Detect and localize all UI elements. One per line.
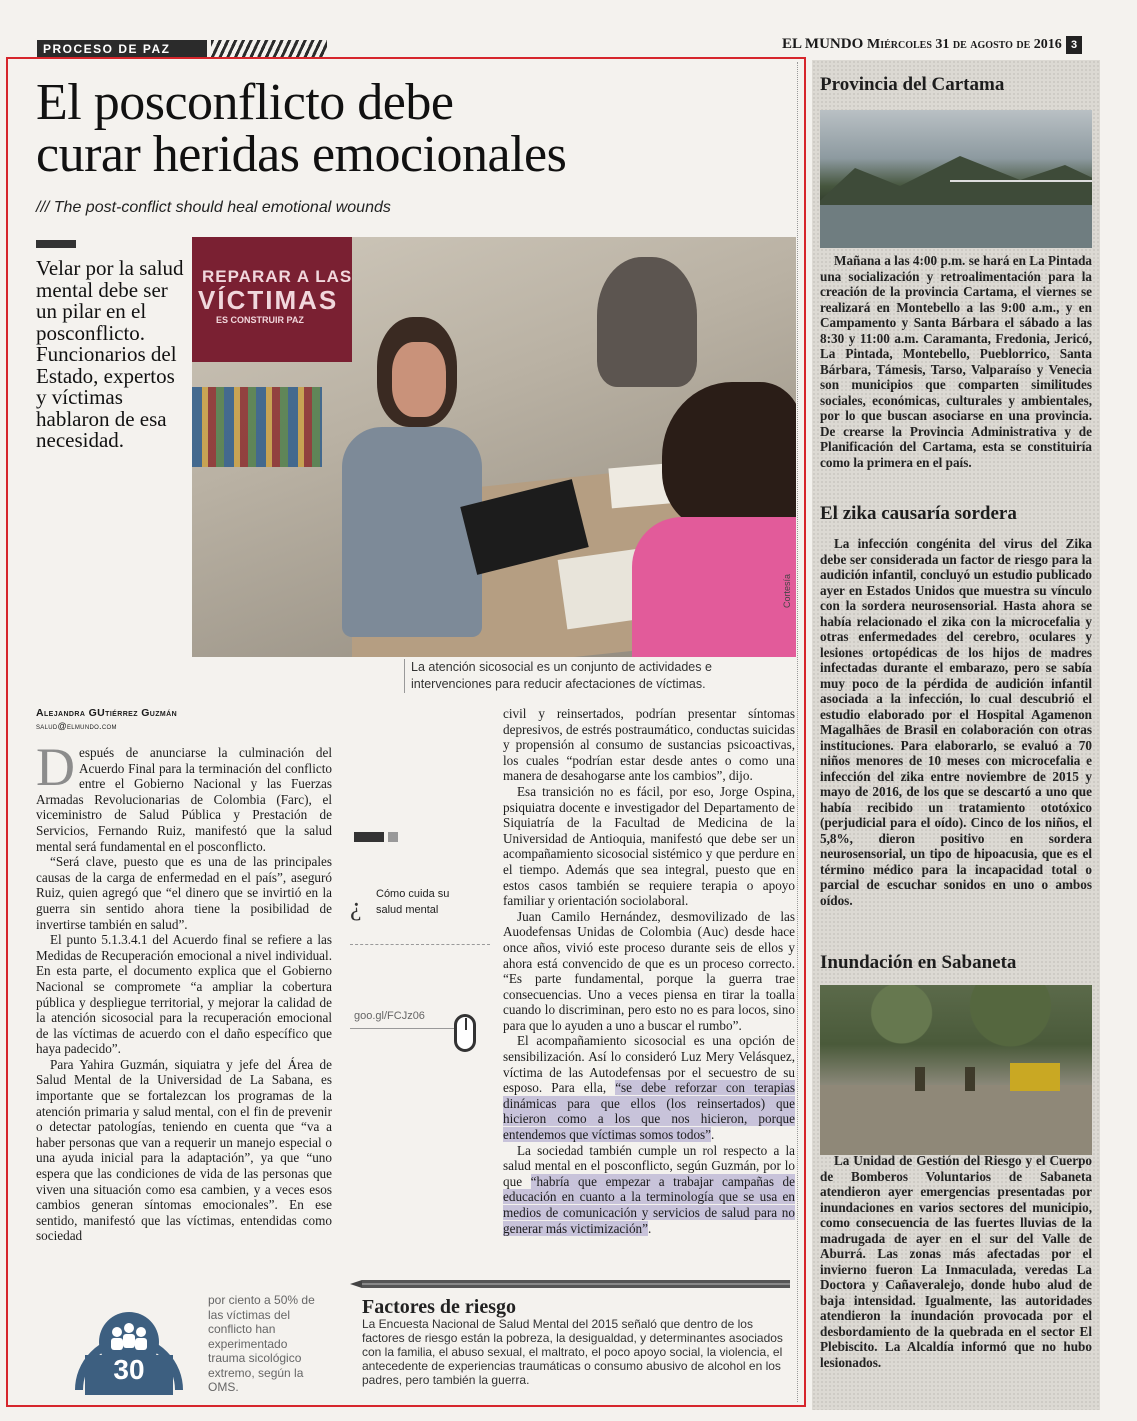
- paragraph: “Será clave, puesto que es una de las principales causas de la carga de enfermedad en el país”, aseguró Ruiz, quien agregó que “el dinero que se invirtió en la guerra sin sentido ahora tiene la posibilidad de invertirse también en salud”.: [36, 854, 332, 932]
- photo-banner-line-2: VÍCTIMAS: [198, 285, 339, 315]
- publication-name: EL MUNDO: [782, 36, 864, 52]
- photo-foreground-hair: [662, 382, 796, 532]
- paragraph: Esa transición no es fácil, por eso, Jorge Ospina, psiquiatra docente e investigador del Departamento de Siquiatría de la Facultad de Medicina de la Universidad de Antioquia, manifestó que debe ser un acompañamiento sicosocial sistémico y que perdure en el tiempo. Además que sea integral, puesto que en estos casos también se requiere terapia o apoyo familiar y orientación sociolaboral.: [503, 783, 795, 909]
- paragraph: La infección congénita del virus del Zika debe ser considerada un factor de riesgo para la audición infantil, concluyó un estudio publicado ayer en Estados Unidos que muestra su vínculo con la sordera neurosensorial. Hasta ahora se había relacionado el zika con la microcefalia y otras enfermedades del cerebro, oculares y lesiones ortopédicas de los hijos de madres infectadas durante el embarazo, pero se sabía muy poco de la pérdida de audición infantil asociada a la infección, lo cual descubrió el estudio elaborado por el Hospital Agamenon Magalhães de Brasil en colaboración con otras instituciones. Para elaborarlo, se evaluó a 70 niños menores de 10 meses con microcefalia e infección del zika entre noviembre de 2015 y mayo de 2016, de los que se descartó a uno que había recibido un tratamiento ototóxico (perjudicial para el oído). Cinco de los niños, el 5,8%, dieron positivo en sordera neurosensorial, un tipo de hipoacusia, que es el término médico para la incapacidad total o parcial de escuchar sonidos en uno o ambos oídos.: [820, 536, 1092, 908]
- brief-2-title: El zika causaría sordera: [820, 503, 1017, 524]
- mental-health-box: [350, 832, 490, 1072]
- headline-line-2: curar heridas emocionales: [36, 126, 567, 183]
- box-marker-2: [388, 832, 398, 842]
- paragraph: civil y reinsertados, podrían presentar síntomas depresivos, de estrés postraumático, conductas suicidas y propensión al consumo de sustancias psicoactivas, los cuales “podrían estar desde antes o como una manera de desahogarse ante los cambios”, dijo.: [503, 706, 795, 784]
- section-hatch: [211, 40, 327, 58]
- photo-woman-body: [342, 427, 482, 637]
- lede-text: Velar por la salud mental debe ser un pilar en el posconflicto. Funcionarios del Estado, expertos y víctimas hablaron de esa necesidad.: [36, 256, 184, 452]
- photo-woman-face: [392, 342, 446, 417]
- box-divider: [350, 944, 490, 945]
- article-column-1: [36, 737, 332, 1244]
- lede-marker: [36, 240, 76, 248]
- page-number: 3: [1066, 36, 1082, 54]
- paragraph: [503, 1033, 795, 1142]
- paragraph-end: .: [648, 1220, 652, 1236]
- paragraph-text: El acompañamiento sicosocial es una opción de sensibilización. Así lo consideró Luz Mery Velásquez, víctima de las Autodefensas por el secuestro de su esposo. Para ella,: [503, 1033, 795, 1096]
- link-underline: [350, 1028, 462, 1029]
- risk-factors-body: La Encuesta Nacional de Salud Mental del 2015 señaló que dentro de los factores de riesgo están la pobreza, la desigualdad, y determinantes asociados con la familia, el abuso sexual, el maltrato, el poco apoyo social, la violencia, el antecedente de experiencias traumáticas o consumo abusivo de alcohol en los padres, pero también la guerra.: [362, 1317, 783, 1387]
- headline-line-1: El posconflicto debe: [36, 74, 454, 131]
- section-label: PROCESO DE PAZ: [37, 40, 207, 58]
- stat-description: por ciento a 50% de las víctimas del conflicto han experimentado trauma sicológico extremo, según la OMS.: [208, 1293, 315, 1394]
- photo-foreground-body: [632, 517, 796, 657]
- masthead: [782, 36, 1082, 60]
- paragraph: El punto 5.1.3.4.1 del Acuerdo final se refiere a las Medidas de Recuperación emocional a nivel individual. En esta parte, el documento explica que el Gobierno Nacional se compromete “a ampliar la cobertura pública y despliegue territorial, y mejorar la calidad de la atención sicosocial para la recuperación emocional de las víctimas de acuerdo con el daño específico que haya padecido”.: [36, 932, 332, 1057]
- stat-number: 30: [113, 1354, 145, 1385]
- photo-river: [820, 205, 1092, 248]
- paragraph: [503, 1143, 795, 1237]
- paragraph-end: .: [711, 1127, 715, 1143]
- drop-cap: D: [36, 737, 75, 797]
- pencil-icon: [350, 1280, 790, 1288]
- photo-trees: [820, 985, 1092, 1055]
- paragraph: Para Yahira Guzmán, siquiatra y jefe del Área de Salud Mental de la Universidad de La Sabana, es importante que se fortalezcan los programas de la atención primaria y salud mental, con el fin de prevenir o detectar patologías, teniendo en cuenta que “va a haber personas que van a requerir un manejo especial o una ayuda inicial para la adaptación”, ya que “uno espera que las condiciones de vida de las personas que viven una situación como esa cambien, y a veces esos cambios generan síntomas emocionales”. En ese sentido, manifestó que las víctimas, entendidas como sociedad: [36, 1056, 332, 1244]
- headline: [36, 74, 796, 183]
- subheadline: /// The post-conflict should heal emotional wounds: [36, 199, 391, 216]
- main-photo: [192, 237, 796, 657]
- question-mark: ¿: [350, 892, 362, 921]
- photo-banner-line-3: ES CONSTRUIR PAZ: [216, 315, 304, 325]
- paragraph: [36, 737, 332, 854]
- paragraph-text: La sociedad también cumple un rol respecto a la salud mental en el posconflicto, según Guzmán, por lo que: [503, 1142, 795, 1189]
- byline-author: Alejandra GUtiérrez Guzmán: [36, 707, 178, 719]
- brief-3-photo: [820, 985, 1092, 1155]
- photo-worker: [965, 1067, 975, 1091]
- paragraph-text: espués de anunciarse la culminación del Acuerdo Final para la terminación del conflicto entre el Gobierno Nacional y las Fuerzas Armadas Revolucionarias de Colombia (Farc), el viceministro de Salud Pública y Prestación de Servicios, Fernando Ruiz, manifestó que la salud mental será fundamental en el posconflicto.: [36, 745, 332, 854]
- paragraph: La Unidad de Gestión del Riesgo y el Cuerpo de Bomberos Voluntarios de Sabaneta atendieron ayer emergencias presentadas por inundaciones en varios sectores del municipio, como consecuencia de las fuertes lluvias de la madrugada de ayer en el sur del Valle de Aburrá. Las zonas más afectadas por el invierno fueron La Inmaculada, veredas La Doctora y Cañaveralejo, donde hubo alud de baja intensidad. Igualmente, las autoridades atendieron la inundación provocada por el desbordamiento de la quebrada en el sector El Plebiscito. La Alcaldía informó que no hubo lesionados.: [820, 1153, 1092, 1370]
- photo-truck: [1010, 1063, 1060, 1091]
- brief-1-title: Provincia del Cartama: [820, 74, 1005, 95]
- box-marker: [354, 832, 384, 842]
- brief-2-body: [820, 536, 1092, 908]
- photo-banner-line-1: REPARAR A LAS: [202, 267, 353, 286]
- brief-1-photo: [820, 110, 1092, 248]
- box-title: Cómo cuida su salud mental: [376, 888, 450, 916]
- photo-mud: [820, 1085, 1092, 1155]
- photo-bridge: [950, 180, 1092, 194]
- byline-email[interactable]: salud@elmundo.com: [36, 721, 117, 731]
- photo-caption: La atención sicosocial es un conjunto de actividades e intervenciones para reducir afectaciones de víctimas.: [404, 659, 734, 693]
- brief-3-body: [820, 1153, 1092, 1370]
- column-divider: [797, 62, 798, 1402]
- issue-date: Miércoles 31 de agosto de 2016: [867, 37, 1062, 52]
- article-column-2: [503, 706, 795, 1236]
- risk-factors-title: Factores de riesgo: [362, 1296, 517, 1318]
- brief-1-body: [820, 253, 1092, 470]
- photo-credit: Cortesía: [782, 573, 792, 608]
- mouse-wheel-icon: [465, 1018, 467, 1030]
- photo-background-person: [597, 257, 697, 387]
- photo-bookshelf: [192, 387, 322, 467]
- highlighted-quote: “habría que empezar a trabajar campañas de educación en cuanto a la terminología que se usa en medios de comunicación y servicios de salud para no generar más victimización”: [503, 1173, 795, 1236]
- brief-3-title: Inundación en Sabaneta: [820, 952, 1017, 973]
- photo-worker: [915, 1067, 925, 1091]
- paragraph: Juan Camilo Hernández, desmovilizado de las Auodefensas Unidas de Colombia (Auc) desde hace once años, vivió este proceso durante seis de ellos y ahora está convencido de que es un proceso correcto. “Es parte fundamental, porque la guerra trae consecuencias. Uno a veces piensa en tirar la toalla cuando lo discriminan, pero esto no es para locos, sino para que lo ayuden a uno a buscar el rumbo”.: [503, 908, 795, 1033]
- paragraph: Mañana a las 4:00 p.m. se hará en La Pintada una socialización y retroalimentación para la creación de la provincia Cartama, el viernes se realizará en Montebello a las 9:00 a.m., y en Campamento y Santa Bárbara el sábado a las 8:30 y 11:00 a.m. Caramanta, Fredonia, Jericó, La Pintada, Montebello, Pueblorrico, Santa Bárbara, Támesis, Tarso, Valparaíso y Venecia son municipios que comparten similitudes sociales, económicas, culturales y ambientales, por lo que buscan asociarse en una provincia. De crearse la Provincia Administrativa y de Planificación del Cartama, esta se constituiría como la primera en el país.: [820, 253, 1092, 470]
- highlighted-quote: “se debe reforzar con terapias dinámicas para que ellos (los reinsertados) que hicieron como a los que nos hicieron, porque entendemos que víctimas somos todos”: [503, 1080, 795, 1143]
- short-link[interactable]: goo.gl/FCJz06: [354, 1010, 425, 1022]
